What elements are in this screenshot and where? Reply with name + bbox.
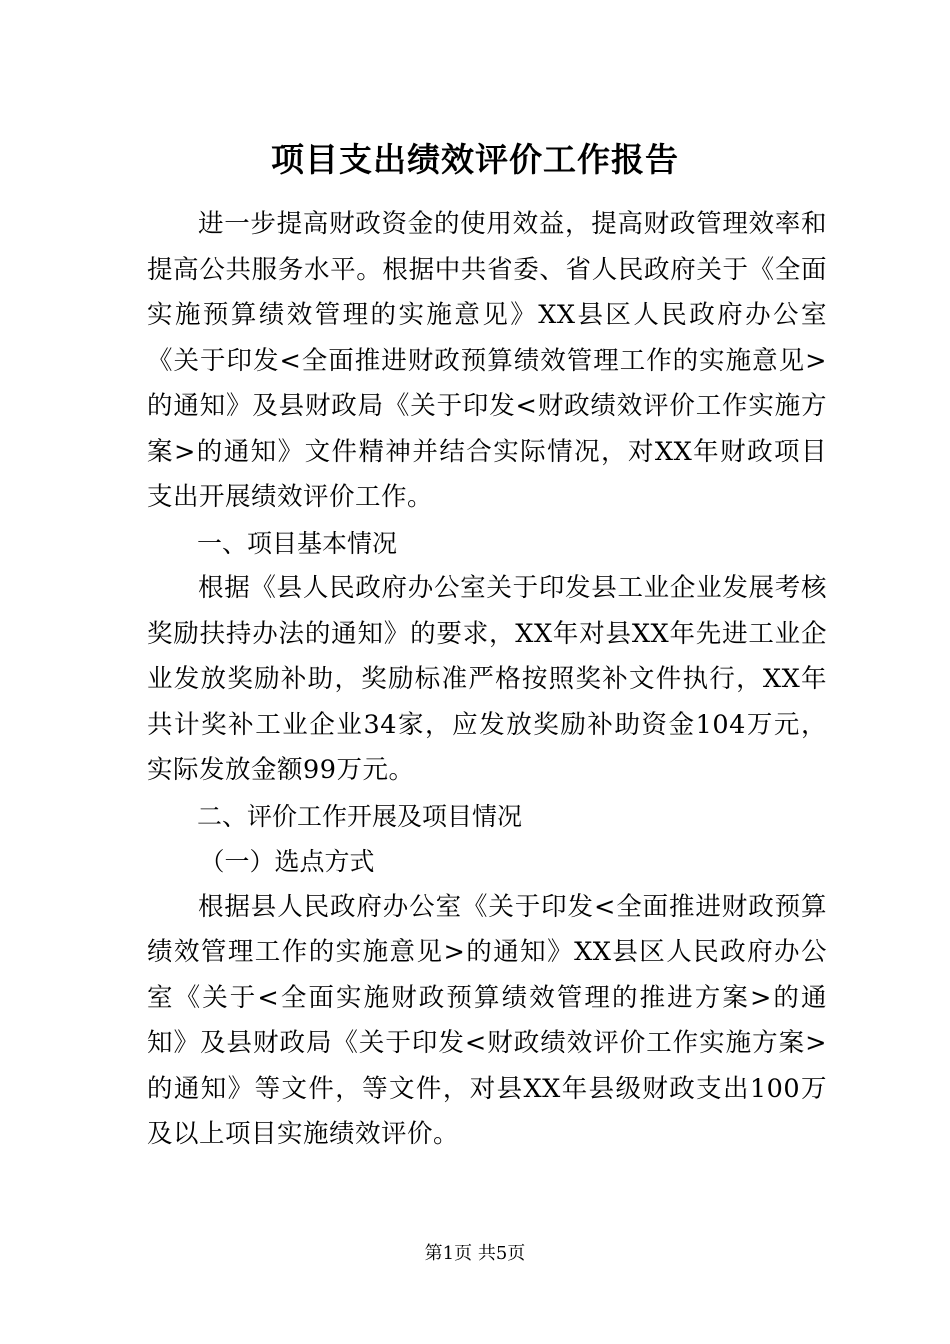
- page-footer: 第1页 共5页: [424, 1243, 526, 1264]
- section2-paragraph: 根据县人民政府办公室《关于印发<全面推进财政预算绩效管理工作的实施意见>的通知》XX县区人民政府办公室《关于<全面实施财政预算绩效管理的推进方案>的通知》及县财政局《关于印发<财政绩效评价工作实施方案>的通知》等文件，等文件，对县XX年县级财政支出100万及以上项目实施绩效评价。: [147, 891, 827, 1149]
- section2-heading: 二、评价工作开展及项目情况: [197, 801, 523, 831]
- section2-subheading: （一）选点方式: [199, 847, 375, 876]
- document-title: 项目支出绩效评价工作报告: [271, 140, 679, 179]
- intro-paragraph: 进一步提高财政资金的使用效益，提高财政管理效率和提高公共服务水平。根据中共省委、省人民政府关于《全面实施预算绩效管理的实施意见》XX县区人民政府办公室《关于印发<全面推进财政预算绩效管理工作的实施意见>的通知》及县财政局《关于印发<财政绩效评价工作实施方案>的通知》文件精神并结合实际情况，对XX年财政项目支出开展绩效评价工作。: [147, 209, 827, 512]
- document-body: [147, 202, 827, 1158]
- section1-paragraph: 根据《县人民政府办公室关于印发县工业企业发展考核奖励扶持办法的通知》的要求，XX年对县XX年先进工业企业发放奖励补助，奖励标准严格按照奖补文件执行，XX年共计奖补工业企业34家，应发放奖励补助资金104万元，实际发放金额99万元。: [147, 573, 827, 785]
- section1-heading: 一、项目基本情况: [197, 528, 398, 558]
